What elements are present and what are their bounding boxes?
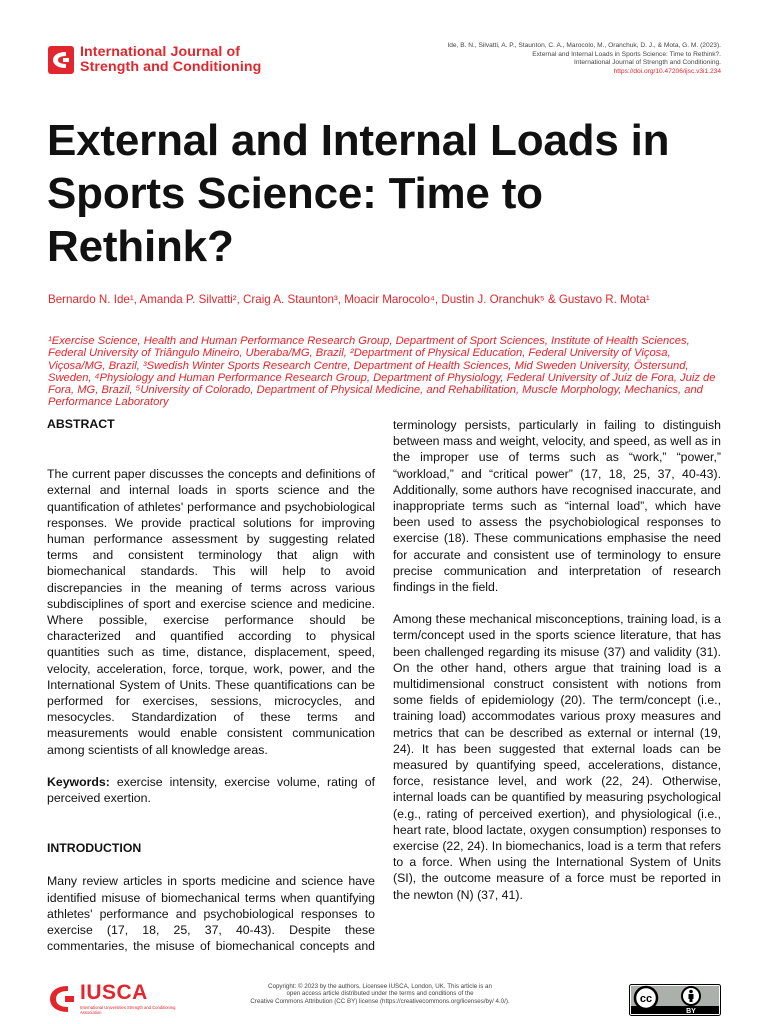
introduction-paragraph-2: Among these mechanical misconceptions, training load, is a term/concept used in the sports science literature, that has been challenged regarding its misuse (37) and validity (31). On the other hand, others argue that training load is a multidimensional construct consistent with notions from some fields of epidemiology (20). The term/concept (i.e., training load) accommodates various proxy measures and metrics that can be described as external or internal (19, 24). It has been suggested that external loads can be measured by quantifying speed, accelerations, distance, force, resistance level, and work (22, 24). Otherwise, internal loads can be quantified by measuring psychological (e.g., rating of perceived exertion), and physiological (i.e., heart rate, blood lactate, oxygen consumption) responses to exercise (22, 24). In biomechanics, load is a term that refers to a force. When using the International System of Units (SI), the outcome measure of a force must be reported in the newton (N) (37, 41).: [393, 612, 721, 902]
journal-name-line2: Strength and Conditioning: [80, 59, 262, 75]
right-column: [393, 417, 721, 903]
copyright-line1: Copyright: © 2023 by the authors. Licensee IUSCA, London, UK. This article is an: [268, 983, 492, 990]
attribution-person-icon: [682, 987, 700, 1005]
keywords: [47, 774, 375, 806]
svg-text:cc: cc: [639, 993, 653, 1005]
copyright-line3[interactable]: Creative Commons Attribution (CC BY) license (https://creativecommons.org/licenses/by/ 4.0/).: [250, 997, 510, 1005]
abstract-text: The current paper discusses the concepts and definitions of external and internal loads in sports science and the quantification of athletes' performance and psychobiological responses. We provide practical solutions for improving human performance assessment by suggesting related terms and consistent terminology that align with biomechanical standards. This will help to avoid discrepancies in the meaning of terms across various subdisciplines of sport and exercise science and medicine. Where possible, exercise performance should be characterized and quantified according to physical quantities such as time, distance, displacement, speed, velocity, acceleration, force, torque, work, power, and the International System of Units. These quantifications can be performed for exercises, sessions, microcycles, and mesocycles. Standardization of these terms and measurements would enable consistent communication among scientists of all knowledge areas.: [47, 467, 375, 757]
citation-block: [401, 42, 721, 76]
introduction-paragraph-1-start: Many review articles in sports medicine and science have identified misuse of biomechanical terms when quantifying athletes' performance and psychobiological responses to exercise (17, 18, 25, 37, 40-43). Despite these commentaries, the misuse of biomechanical concepts and: [47, 874, 375, 954]
copyright-notice: [230, 983, 530, 1005]
citation-line2: External and Internal Loads in Sports Science: Time to Rethink?.: [532, 50, 721, 58]
left-column: [47, 416, 375, 954]
publisher-logo: [48, 983, 178, 1017]
keywords-label: Keywords:: [47, 774, 110, 789]
cc-by-license-badge[interactable]: [629, 984, 721, 1016]
journal-name: [80, 45, 261, 75]
journal-logo-icon: [48, 46, 74, 74]
publisher-name: International Universities Strength and Conditioning Association: [80, 1005, 176, 1015]
license-badge-text: BY: [686, 1008, 696, 1015]
citation-line3: International Journal of Strength and Conditioning.: [574, 59, 721, 67]
publisher-logo-text: IUSCA: [80, 981, 148, 1004]
copyright-line2: open access article distributed under the terms and conditions of the: [286, 990, 474, 998]
author-list: Bernardo N. Ide¹, Amanda P. Silvatti², Craig A. Staunton³, Moacir Marocolo⁴, Dustin J. Oranchuk⁵ & Gustavo R. Mota¹: [48, 293, 650, 306]
article-title: External and Internal Loads in Sports Science: Time to Rethink?: [47, 116, 670, 271]
abstract-heading: ABSTRACT: [47, 417, 115, 431]
journal-logo: [48, 44, 338, 76]
doi-link[interactable]: https://doi.org/10.47206/ijsc.v3i1.234: [613, 67, 721, 75]
introduction-paragraph-1-continued: terminology persists, particularly in failing to distinguish between mass and weight, velocity, and speed, as well as in the improper use of terms such as “work,” “power,” “workload,” and “critical power” (17, 18, 25, 37, 40-43). Additionally, some authors have recognised inaccurate, and inappropriate terms such as “internal load”, which have been used to assess the psychobiological responses to exercise (18). These communications emphasise the need for accurate and consistent use of terminology to ensure precise communication and interpretation of research findings in the field.: [393, 418, 721, 595]
cc-icon: [635, 987, 657, 1009]
journal-name-line1: International Journal of: [80, 44, 241, 60]
affiliation-list: ¹Exercise Science, Health and Human Performance Research Group, Department of Sport Sciences, Institute of Health Sciences, Federal University of Triângulo Mineiro, Uberaba/MG, Brazil, ²Department of Physical Education, Federal University of Viçosa, Viçosa/MG, Brazil, ³Swedish Winter Sports Research Centre, Department of Health Sciences, Mid Sweden University, Östersund, Sweden, ⁴Physiology and Human Performance Research Group, Department of Physiology, Federal University of Juiz de Fora, Juiz de Fora, MG, Brazil, ⁵University of Colorado, Department of Physical Medicine, and Rehabilitation, Muscle Morphology, Mechanics, and Performance Laboratory: [48, 335, 716, 409]
citation-line1: Ide, B. N., Silvatti, A. P., Staunton, C. A., Marocolo, M., Oranchuk, D. J., & Mota, G. M. (2023).: [447, 42, 721, 49]
keywords-text: exercise intensity, exercise volume, rating of perceived exertion.: [47, 774, 375, 806]
introduction-heading: INTRODUCTION: [47, 841, 142, 856]
iusca-logo-icon: [48, 983, 76, 1015]
